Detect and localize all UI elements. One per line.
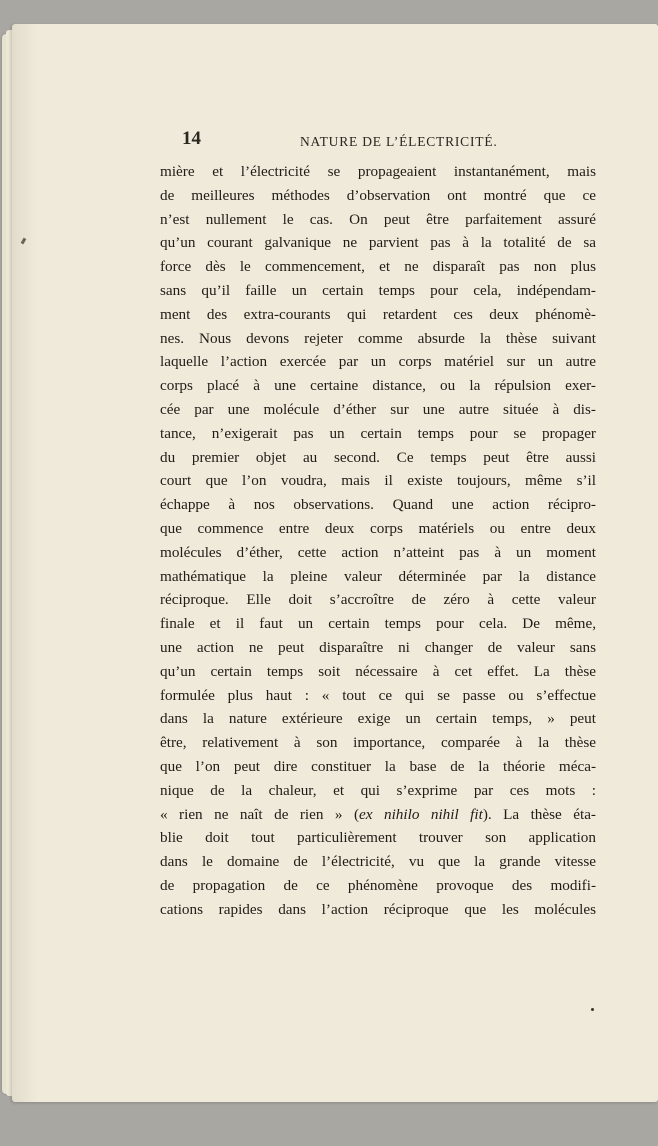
text-line: finale et il faut un certain temps pour cela. De même, (160, 615, 596, 633)
text-segment: ). La thèse éta- (482, 805, 596, 823)
text-line: molécules d’éther, cette action n’atteint pas à un moment (160, 543, 596, 561)
text-line: sans qu’il faille un certain temps pour cela, indépendam- (160, 281, 596, 299)
text-line: échappe à nos observations. Quand une action récipro- (160, 496, 596, 514)
ink-speck (591, 1008, 594, 1011)
text-line: mière et l’électricité se propageaient instantanément, mais (160, 163, 596, 180)
text-line: qu’un certain temps soit nécessaire à cet effet. La thèse (160, 662, 596, 680)
text-line: laquelle l’action exercée par un corps matériel sur un autre (160, 353, 596, 371)
text-line: nique de la chaleur, et qui s’exprime par ces mots : (160, 781, 596, 799)
text-line: une action ne peut disparaître ni changer de valeur sans (160, 638, 596, 656)
page-number: 14 (182, 128, 201, 149)
text-line: tance, n’exigerait pas un certain temps pour se propager (160, 424, 596, 442)
text-line: formulée plus haut : « tout ce qui se passe ou s’effectue (160, 686, 596, 704)
text-line: nes. Nous devons rejeter comme absurde la thèse suivant (160, 329, 596, 347)
text-line: ment des extra-courants qui retardent ces deux phénomè- (160, 305, 596, 323)
text-line: être, relativement à son importance, comparée à la thèse (160, 734, 596, 752)
page-header (182, 128, 602, 152)
text-line: n’est nullement le cas. On peut être parfaitement assuré (160, 210, 596, 228)
text-line: court que l’on voudra, mais il existe toujours, même s’il (160, 472, 596, 490)
text-line: du premier objet au second. Ce temps peut être aussi (160, 448, 596, 466)
body-text (160, 160, 596, 922)
text-line: corps placé à une certaine distance, ou la répulsion exer- (160, 377, 596, 395)
text-line-latin-quote (160, 803, 596, 827)
text-line: blie doit tout particulièrement trouver son application (160, 829, 596, 847)
text-line: dans le domaine de l’électricité, vu que la grande vitesse (160, 853, 596, 871)
latin-phrase: ex nihilo nihil fit (359, 805, 483, 823)
text-line: cations rapides dans l’action réciproque que les molécules (160, 900, 596, 918)
text-line: dans la nature extérieure exige un certain temps, » peut (160, 710, 596, 728)
text-line: cée par une molécule d’éther sur une autre située à dis- (160, 400, 596, 418)
text-line: de meilleures méthodes d’observation ont montré que ce (160, 186, 596, 204)
page-gutter-shadow (12, 24, 38, 1102)
text-line: qu’un courant galvanique ne parvient pas à la totalité de sa (160, 234, 596, 252)
text-line: réciproque. Elle doit s’accroître de zéro à cette valeur (160, 591, 596, 609)
text-line: force dès le commencement, et ne disparaît pas non plus (160, 258, 596, 276)
text-line: que l’on peut dire constituer la base de la théorie méca- (160, 757, 596, 775)
text-segment: « rien ne naît de rien » ( (160, 805, 360, 823)
text-line: que commence entre deux corps matériels ou entre deux (160, 519, 596, 537)
running-head: NATURE DE L’ÉLECTRICITÉ. (300, 134, 498, 149)
text-line: mathématique la pleine valeur déterminée par la distance (160, 567, 596, 585)
text-line: de propagation de ce phénomène provoque des modifi- (160, 876, 596, 894)
